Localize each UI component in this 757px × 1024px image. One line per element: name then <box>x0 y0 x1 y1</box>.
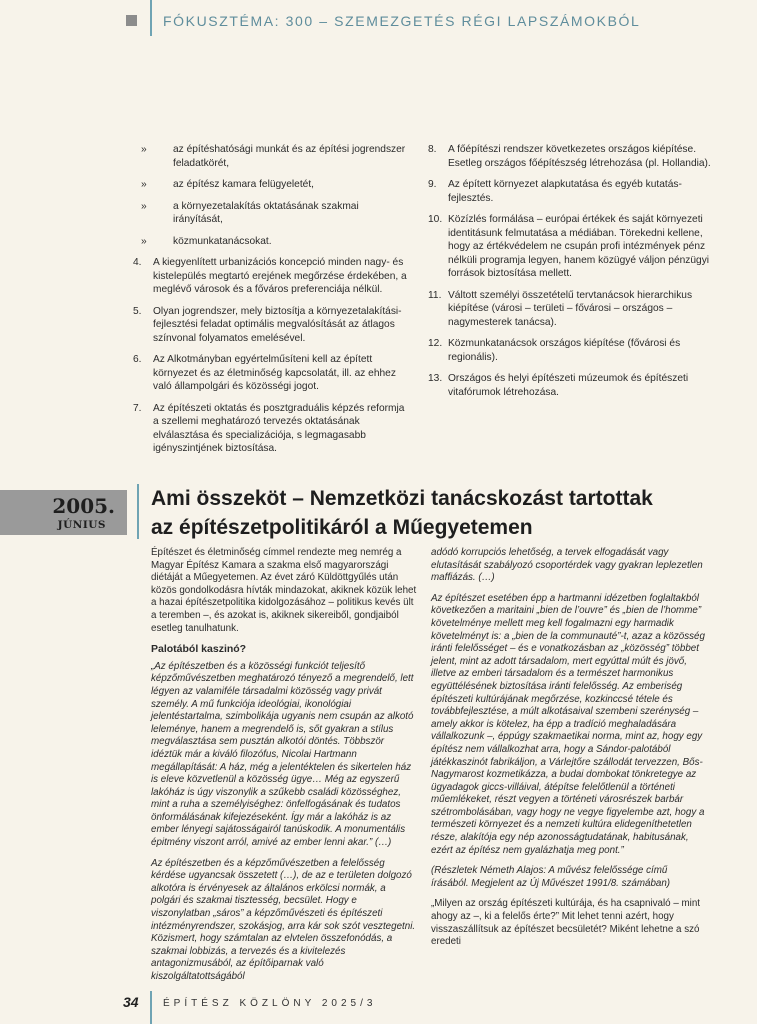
list-item <box>133 178 410 192</box>
numbered-item <box>428 337 711 364</box>
numbered-item <box>133 305 410 346</box>
subheading: Palotából kaszinó? <box>151 643 247 656</box>
bullet-text: az építész kamara felügyeletét, <box>173 179 315 190</box>
quote-paragraph: Az építészet esetében épp a hartmanni idézetben foglaltakból következően a maritaini „bien de l’ouvre” és „bien de l’homme” követelménye mellett meg kell fogalmazni egy harmadik követelményt is: a „bien de la communauté”-t, azaz a közösség iránti felelősséget – és e vonatkozásban az „közösség” többet jelent, mint az adott társadalom, mert egyúttal múlt és jövő, illetve az emberi társadalom és a természet harmonikus együttélésének biztosítása iránti felelősség. Az emberiség építészeti kultúrájának megőrzése, kozkinccsé tétele és továbbfejlesztése, a múlt alkotásaival szembeni szerénység – amely akkor is kötelez, ha épp a tradíció meghaladására vállalkozunk –, éppúgy szakmaetikai norma, mint az, hogy egy építész nem vállalkozhat arra, hogy a Sándor-palotából játékkaszinót fabrikáljon, a Várlejtőre szállodát tervezzen, Bős-Nagymarost kozmetikázza, a budai dombokat tönkretegye az ügyadagok giccs-villáival, átépítse felelőtlenül a történeti műemlékeket, részt vegyen a történeti városrészek barbár szétrombolásában, vagy hogy ne vegye figyelembe azt, hogy a természeti környezet és a nemzeti kultúra elidegeníthetetlen része, alakítója egy nép azonosságtudatának, habitusának, ezért az építész nem gyalázhatja meg pont.” <box>431 592 705 856</box>
item-number: 12. <box>428 338 443 349</box>
headline-line: Ami összeköt – Nemzetközi tanácskozást tartottak <box>151 487 653 510</box>
header-divider <box>150 0 152 36</box>
article-left-column <box>151 547 417 992</box>
bullet-mark: » <box>141 200 147 212</box>
item-text: Váltott személyi összetételű tervtanácsok hierarchikus kiépítése (városi – területi – fővárosi – országos – nagymesterek tanácsa). <box>448 289 693 328</box>
headline-divider <box>137 484 139 539</box>
bullet-mark: » <box>141 179 147 190</box>
item-number: 9. <box>428 179 437 190</box>
paragraph: „Milyen az ország építészeti kultúrája, és ha csapnivaló – mint ahogy az –, ki a felelős érte?” Mit lehet tenni azért, hogy visszaszállítsuk az építészet becsületét? Miként lehetne a szó eredeti <box>431 898 700 948</box>
publication-name: ÉPÍTÉSZ KÖZLÖNY 2025/3 <box>163 998 377 1009</box>
bullet-text: közmunkatanácsokat. <box>173 235 272 247</box>
page-number: 34 <box>123 994 139 1010</box>
item-number: 5. <box>133 305 142 317</box>
item-text: Közízlés formálása – európai értékek és saját környezeti identitásunk felmutatása a médiában. Törekedni kellene, hogy az értékvédelem ne csupán profi intézmények pénz nélküli programja legyen, hanem közügyé váljon pénzügyi források biztosítása mellett. <box>448 214 710 279</box>
issue-date-box <box>0 490 127 535</box>
item-number: 10. <box>428 214 443 225</box>
item-text: Olyan jogrendszer, mely biztosítja a környezetalakítási-fejlesztési feladat optimális megvalósítását az átlagos színvonal folyamatos emelésével. <box>153 305 402 344</box>
list-item <box>133 235 410 249</box>
item-text: Az épített környezet alapkutatása és egyéb kutatás-fejlesztés. <box>448 179 682 204</box>
bullet-mark: » <box>141 144 147 155</box>
footer-divider <box>150 991 152 1024</box>
quote-paragraph: Az építészetben és a képzőművészetben a felelősség kérdése ugyancsak összetett (…), de az e területen dolgozó alkotóra is érvényesek az általános erkölcsi normák, a polgári és szakmai tisztesség, becsület. Hogy e viszonylatban „sáros” a képzőművészeti és építészeti intézményrendszer, szokásjog, arra kár sok szót vesztegetni. Közismert, hogy számtalan az elvtelen összefonódás, a szakmai lobbizás, a tervezés és a kivitelezés antagonizmusából, az építőiparnak való kiszolgáltatottságából <box>151 857 416 982</box>
item-text: Az Alkotmányban egyértelműsíteni kell az épített környezet és az életminőség kapcsolatát, ill. az ehhez való állampolgári és közösségi jogot. <box>153 354 396 392</box>
item-number: 13. <box>428 373 443 384</box>
numbered-item <box>428 213 711 281</box>
numbered-item <box>133 402 410 456</box>
item-number: 4. <box>133 257 142 268</box>
issue-year: 2005. <box>52 494 115 518</box>
paragraph: Építészet és életminőség címmel rendezte meg nemrég a Magyar Építész Kamara a szakma első magyarországi diétáját a Műegyetemen. Az évet záró Küldöttgyűlés után közös gondolkodásra hívták mindazokat, akiknek közük lehet a hazai építészetpolitika kidolgozásához – politikus kevés ült a teremben –, és azokat is, akiknek sikereiből, gondjaiból esetleg tanulhatunk. <box>151 547 417 634</box>
item-text: A főépítészi rendszer következetes országos kiépítése. Esetleg országos főépítészség létrehozása (pl. Hollandia). <box>448 144 711 169</box>
top-left-column <box>133 143 410 464</box>
bullet-text: az építéshatósági munkát és az építési jogrendszer feladatkörét, <box>173 144 406 169</box>
source-note: (Részletek Németh Alajos: A művész felelőssége című írásából. Megjelent az Új Művészet 1991/8. számában) <box>431 865 671 889</box>
bullet-mark: » <box>141 235 147 247</box>
headline-line: az építészetpolitikáról a Műegyetemen <box>151 516 533 539</box>
bullet-text: a környezetalakítás oktatásának szakmai irányítását, <box>173 200 359 225</box>
quote-paragraph: „Az építészetben és a közösségi funkciót teljesítő képzőművészetben meghatározó tényező a megrendelő, lett légyen az valamiféle társadalmi közösség vagy privát személy. A mű funkciója ideológiai, ikonológiai jelentéstartalma, szimbolikája ugyanis nem csupán az alkotó leleménye, hanem a megrendelő is, sőt gyakran a stílus megválasztása sem pusztán alkotói döntés. Többször idéztük már a kiváló filozófus, Nicolai Hartmann megállapítását: A ház, még a jelentéktelen és sikertelen ház is eleve közvetlenül a közösség ügye… Még az egyszerű lakóház is úgy viszonylik a szűkebb családi közösséghez, mint a ruha a személyiséghez: önfelfogásának és tudatos önformálásának kifejezéseként. Így már a lakóház is az ember lényegi sajátosságairól tanúskodik. A monumentális épitmény viszont arról, amivé az ember lenni akar.” (…) <box>151 660 414 849</box>
list-item <box>133 143 410 170</box>
quote-paragraph: adódó korrupciós lehetőség, a tervek elfogadását vagy elutasítását szabályozó csoportérdek vagy gyakran leplezetlen maffiázás. (…) <box>431 547 703 584</box>
running-header: FÓKUSZTÉMA: 300 – SZEMEZGETÉS RÉGI LAPSZÁMOKBÓL <box>163 13 641 29</box>
numbered-item <box>428 372 711 399</box>
article-right-column <box>431 547 706 957</box>
item-number: 7. <box>133 402 142 414</box>
top-right-column <box>428 143 711 407</box>
list-item <box>133 200 410 227</box>
item-text: A kiegyenlített urbanizációs koncepció minden nagy- és kistelepülés megtartó erejének megőrzése érdekében, a meglévő városok és a főváros preferenciája nélkül. <box>153 257 407 295</box>
numbered-item <box>133 256 410 297</box>
item-text: Az építészeti oktatás és posztgraduális képzés reformja a szellemi meghatározó tervezés oktatásának elválasztása és specializációja, s legmagasabb igényszintjének biztosítása. <box>153 402 405 454</box>
item-number: 6. <box>133 354 142 365</box>
article-headline <box>151 484 731 542</box>
item-text: Közmunkatanácsok országos kiépítése (fővárosi és regionális). <box>448 338 681 363</box>
item-text: Országos és helyi építészeti múzeumok és építészeti vitafórumok létrehozása. <box>448 373 689 398</box>
numbered-item <box>428 178 711 205</box>
issue-month: JÚNIUS <box>57 519 106 531</box>
numbered-item <box>133 353 410 394</box>
item-number: 11. <box>428 289 442 301</box>
header-square-icon <box>126 15 137 26</box>
item-number: 8. <box>428 144 437 155</box>
numbered-item <box>428 143 711 170</box>
numbered-item <box>428 289 711 330</box>
